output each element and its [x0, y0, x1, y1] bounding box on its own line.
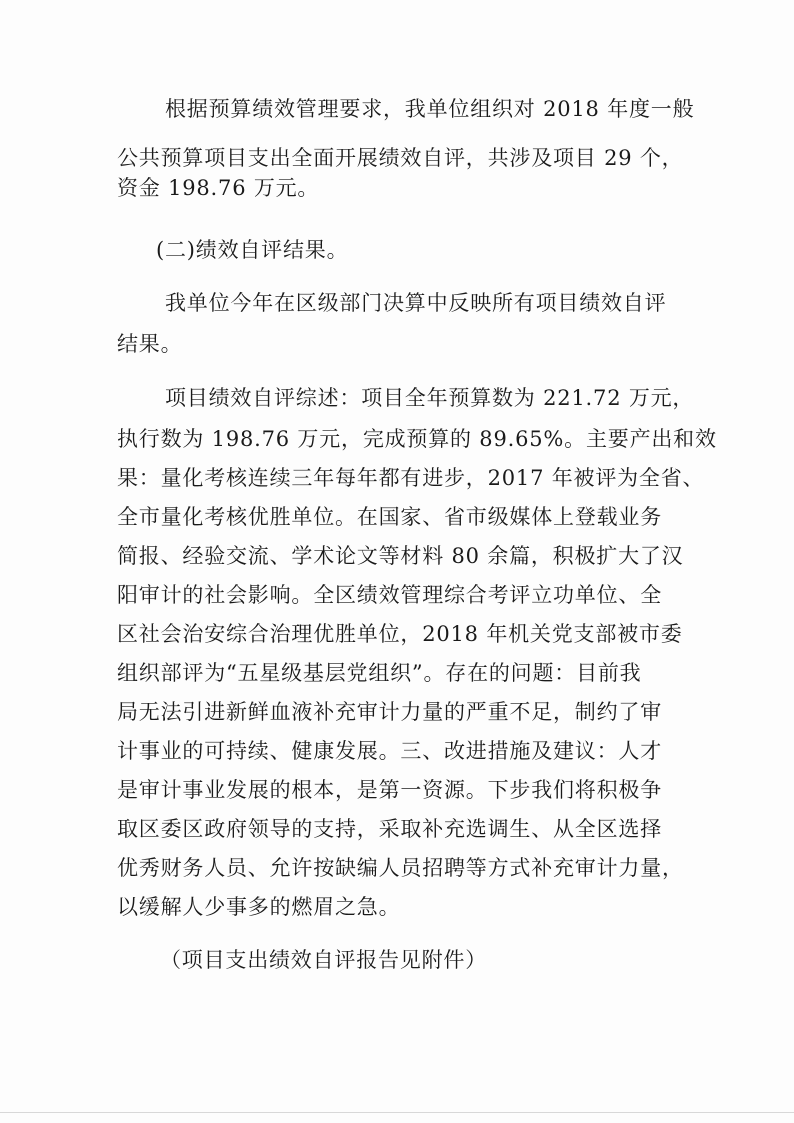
- attachment-note: （项目支出绩效自评报告见附件）: [160, 948, 487, 972]
- text-line: 项目绩效自评综述：项目全年预算数为 221.72 万元，: [165, 386, 695, 410]
- text-line: 局无法引进新鲜血液补充审计力量的严重不足，制约了审: [117, 700, 662, 724]
- text-line: 结果。: [117, 332, 183, 356]
- text-line: 是审计事业发展的根本，是第一资源。下步我们将积极争: [117, 778, 662, 802]
- text-line: 公共预算项目支出全面开展绩效自评，共涉及项目 29 个，: [117, 146, 684, 170]
- text-line: 我单位今年在区级部门决算中反映所有项目绩效自评: [165, 291, 667, 315]
- text-line: 根据预算绩效管理要求，我单位组织对 2018 年度一般: [165, 97, 695, 121]
- text-line: 执行数为 198.76 万元，完成预算的 89.65%。主要产出和效: [117, 427, 717, 451]
- page-bottom-rule: [0, 1112, 794, 1113]
- text-line: 全市量化考核优胜单位。在国家、省市级媒体上登载业务: [117, 505, 662, 529]
- text-line: 以缓解人少事多的燃眉之急。: [117, 895, 401, 919]
- text-line: 组织部评为“五星级基层党组织”。存在的问题：目前我: [117, 661, 642, 685]
- text-line: 优秀财务人员、允许按缺编人员招聘等方式补充审计力量，: [117, 856, 684, 880]
- section-heading: (二)绩效自评结果。: [156, 238, 349, 262]
- text-line: 简报、经验交流、学术论文等材料 80 余篇，积极扩大了汉: [117, 544, 684, 568]
- text-line: 区社会治安综合治理优胜单位，2018 年机关党支部被市委: [117, 622, 683, 646]
- text-line: 阳审计的社会影响。全区绩效管理综合考评立功单位、全: [117, 583, 662, 607]
- text-line: 果：量化考核连续三年每年都有进步，2017 年被评为全省、: [117, 466, 705, 490]
- text-line: 取区委区政府领导的支持，采取补充选调生、从全区选择: [117, 817, 662, 841]
- text-line: 资金 198.76 万元。: [117, 176, 320, 200]
- text-line: 计事业的可持续、健康发展。三、改进措施及建议：人才: [117, 739, 662, 763]
